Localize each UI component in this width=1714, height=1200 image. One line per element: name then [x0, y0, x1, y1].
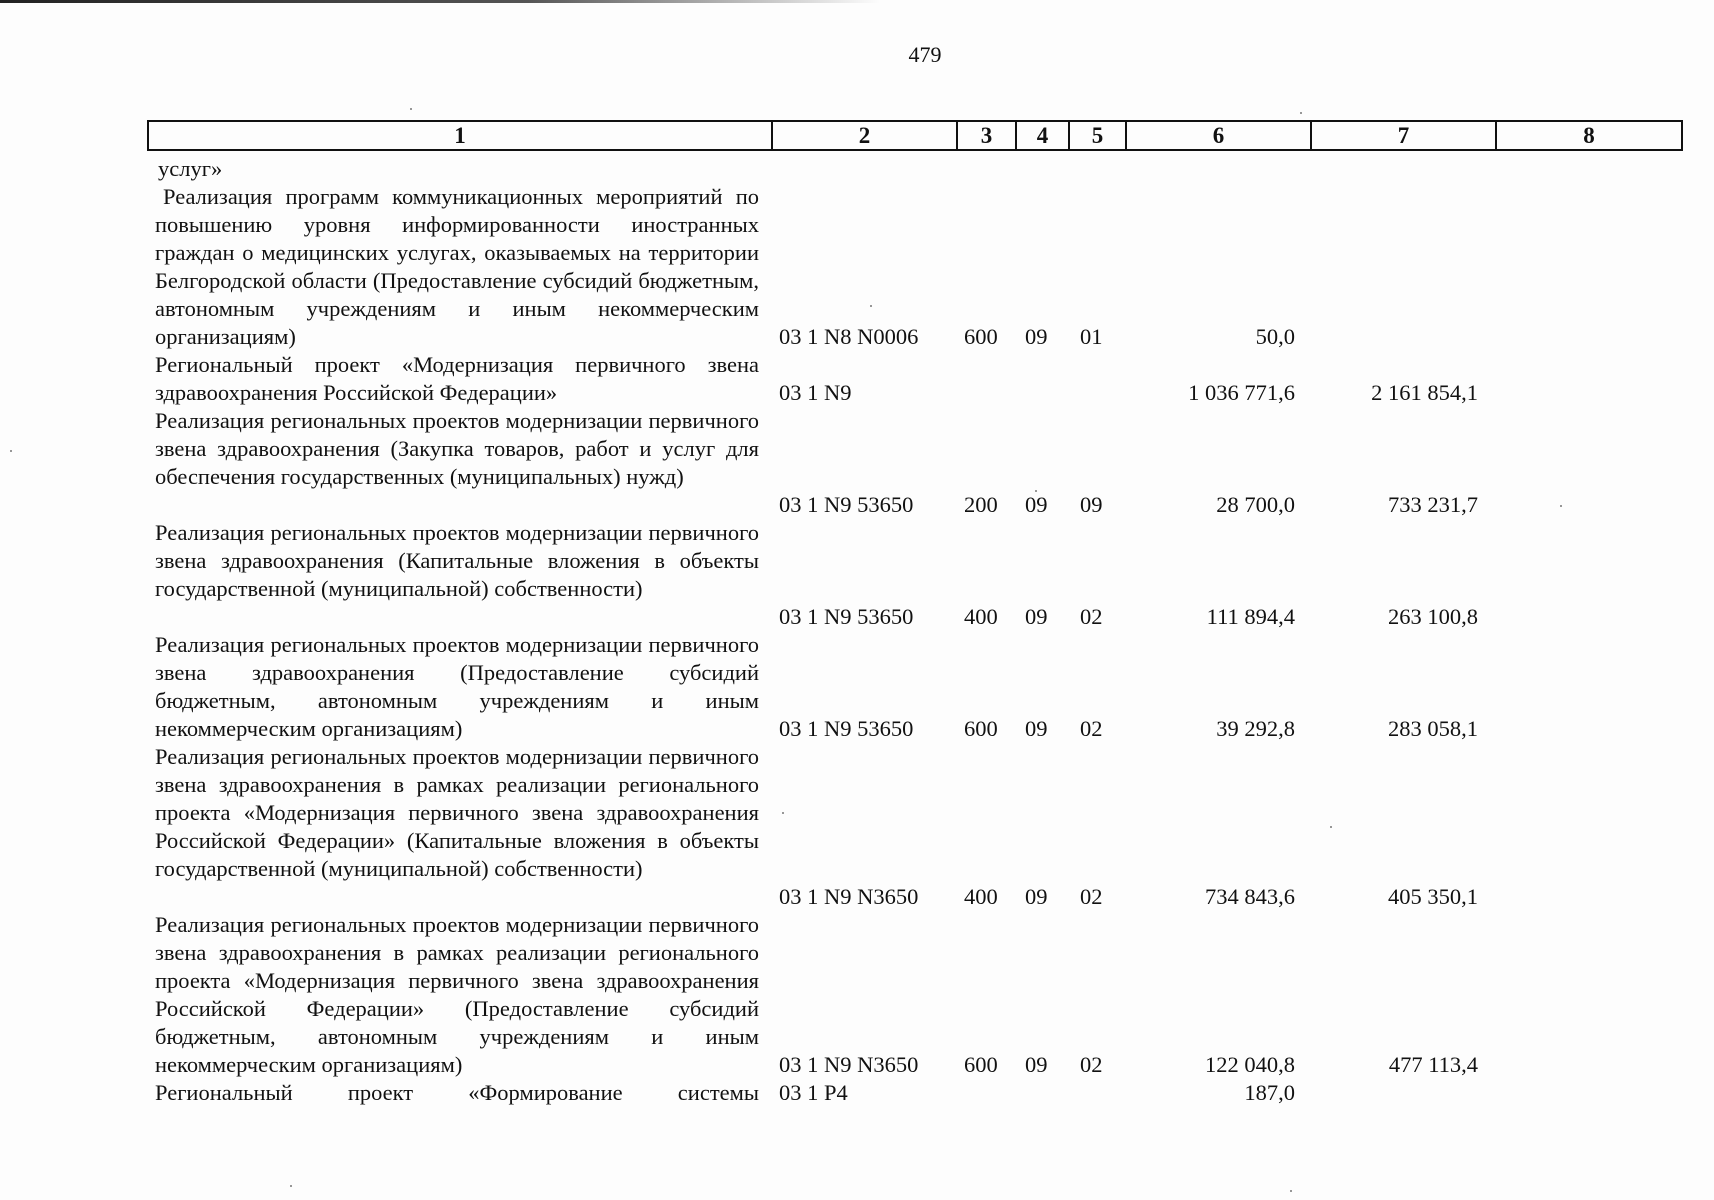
amount-col-6: 39 292,8	[1216, 716, 1295, 741]
target-article-code: 03 1 N9	[779, 380, 852, 405]
section-code: 09	[1025, 604, 1048, 629]
row-description: Реализация региональных проектов модернизации первичного звена здравоохранения (Капитальные вложения в объекты государственной (муниципальной) собственности)	[155, 520, 759, 601]
header-col-4: 4	[1016, 121, 1069, 150]
row-values	[0, 715, 1714, 743]
table-row	[0, 631, 1714, 743]
amount-col-7: 733 231,7	[1388, 492, 1478, 517]
row-description: услуг»	[158, 156, 223, 181]
expense-type-code: 400	[964, 604, 998, 629]
scan-edge-line	[0, 0, 880, 3]
header-col-7: 7	[1311, 121, 1496, 150]
scan-speck	[1300, 112, 1302, 114]
subsection-code: 02	[1080, 716, 1103, 741]
amount-col-6: 187,0	[1244, 1080, 1295, 1105]
row-values	[0, 603, 1714, 631]
table-row	[0, 519, 1714, 631]
page-number: 479	[908, 42, 942, 67]
target-article-code: 03 1 P4	[779, 1080, 848, 1105]
amount-col-6: 734 843,6	[1205, 884, 1295, 909]
row-values	[0, 491, 1714, 519]
amount-col-6: 50,0	[1255, 324, 1295, 349]
header-col-2: 2	[772, 121, 957, 150]
expense-type-code: 600	[964, 716, 998, 741]
amount-col-7: 263 100,8	[1388, 604, 1478, 629]
table-row	[0, 1079, 1714, 1107]
amount-col-7: 2 161 854,1	[1371, 380, 1478, 405]
table-row	[0, 351, 1714, 407]
target-article-code: 03 1 N9 53650	[779, 716, 914, 741]
scan-speck	[1035, 490, 1037, 492]
header-col-1: 1	[148, 121, 772, 150]
column-number-header	[147, 120, 1683, 151]
amount-col-7: 477 113,4	[1388, 1052, 1478, 1077]
row-description: Реализация региональных проектов модернизации первичного звена здравоохранения в рамках реализации регионального проекта «Модернизация первичного звена здравоохранения Российской Федерации» (Капитальные вложения в объекты государственной (муниципальной) собственности)	[155, 744, 759, 881]
row-description: Региональный проект «Формирование системы	[155, 1080, 759, 1105]
scan-speck	[1330, 826, 1332, 828]
subsection-code: 02	[1080, 604, 1103, 629]
subsection-code: 09	[1080, 492, 1103, 517]
subsection-code: 02	[1080, 884, 1103, 909]
expense-type-code: 400	[964, 884, 998, 909]
scan-speck	[1290, 1190, 1292, 1192]
scan-speck	[410, 108, 412, 110]
header-col-3: 3	[957, 121, 1016, 150]
table-row	[0, 743, 1714, 911]
row-description: Реализация региональных проектов модернизации первичного звена здравоохранения (Предоставление субсидий бюджетным, автономным учреждениям и иным некоммерческим организациям)	[155, 632, 759, 741]
row-values	[0, 323, 1714, 351]
section-code: 09	[1025, 492, 1048, 517]
row-description: Региональный проект «Модернизация первичного звена здравоохранения Российской Федерации»	[155, 352, 759, 405]
target-article-code: 03 1 N8 N0006	[779, 324, 919, 349]
scan-speck	[1560, 505, 1562, 507]
row-values	[0, 1079, 1714, 1107]
scan-speck	[290, 1185, 292, 1187]
amount-col-7: 405 350,1	[1388, 884, 1478, 909]
row-values	[0, 1051, 1714, 1079]
row-description: Реализация программ коммуникационных мероприятий по повышению уровня информированности иностранных граждан о медицинских услугах, оказываемых на территории Белгородской области (Предоставление субсидий бюджетным, автономным учреждениям и иным некоммерческим организациям)	[155, 184, 759, 349]
amount-col-6: 1 036 771,6	[1188, 380, 1295, 405]
target-article-code: 03 1 N9 N3650	[779, 884, 919, 909]
amount-col-7: 283 058,1	[1388, 716, 1478, 741]
target-article-code: 03 1 N9 N3650	[779, 1052, 919, 1077]
table-row	[0, 407, 1714, 519]
subsection-code: 01	[1080, 324, 1103, 349]
section-code: 09	[1025, 1052, 1048, 1077]
section-code: 09	[1025, 884, 1048, 909]
scan-speck	[870, 305, 872, 307]
amount-col-6: 28 700,0	[1216, 492, 1295, 517]
header-col-6: 6	[1126, 121, 1311, 150]
scan-speck	[10, 450, 12, 452]
target-article-code: 03 1 N9 53650	[779, 604, 914, 629]
row-values	[0, 379, 1714, 407]
amount-col-6: 111 894,4	[1206, 604, 1295, 629]
row-description: Реализация региональных проектов модернизации первичного звена здравоохранения в рамках реализации регионального проекта «Модернизация первичного звена здравоохранения Российской Федерации» (Предоставление субсидий бюджетным, автономным учреждениям и иным некоммерческим организациям)	[155, 912, 759, 1077]
header-row	[148, 121, 1682, 150]
row-values	[0, 883, 1714, 911]
subsection-code: 02	[1080, 1052, 1103, 1077]
expense-type-code: 600	[964, 1052, 998, 1077]
expense-type-code: 200	[964, 492, 998, 517]
section-code: 09	[1025, 324, 1048, 349]
header-col-5: 5	[1069, 121, 1126, 150]
amount-col-6: 122 040,8	[1205, 1052, 1295, 1077]
expense-type-code: 600	[964, 324, 998, 349]
table-row	[0, 911, 1714, 1079]
table-row	[0, 183, 1714, 351]
section-code: 09	[1025, 716, 1048, 741]
target-article-code: 03 1 N9 53650	[779, 492, 914, 517]
row-description: Реализация региональных проектов модернизации первичного звена здравоохранения (Закупка товаров, работ и услуг для обеспечения государственных (муниципальных) нужд)	[155, 408, 759, 489]
scan-speck	[782, 812, 784, 814]
table-row	[0, 155, 1714, 183]
header-col-8: 8	[1496, 121, 1682, 150]
